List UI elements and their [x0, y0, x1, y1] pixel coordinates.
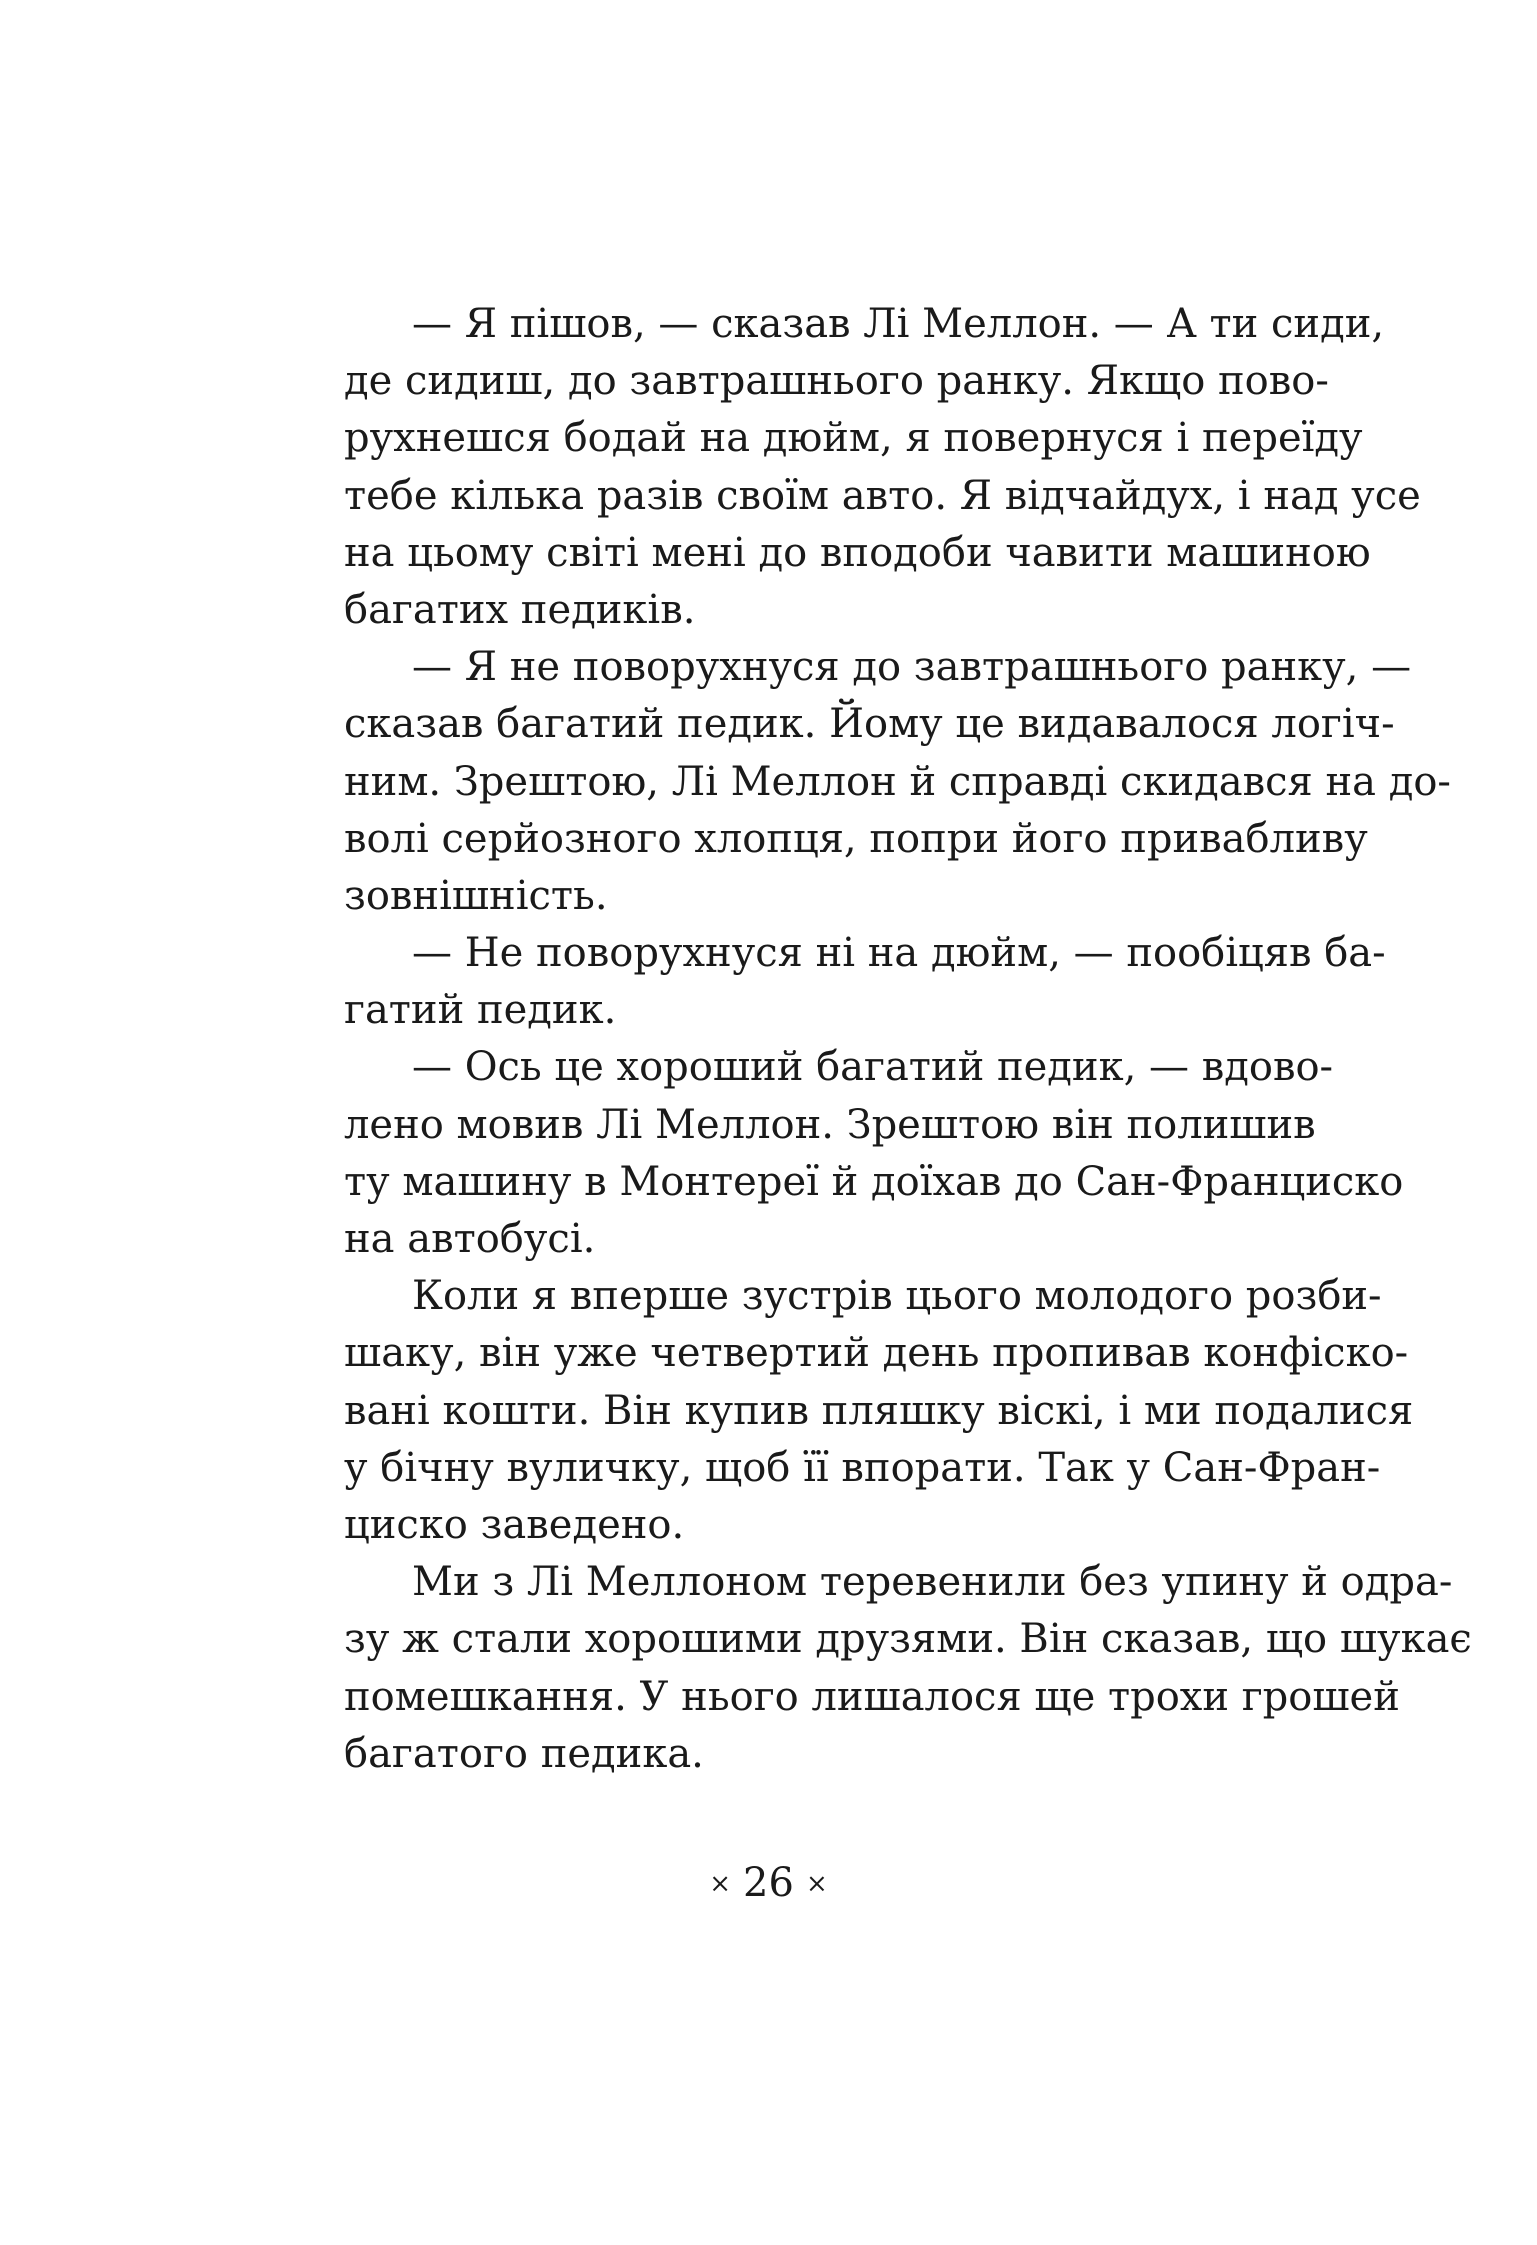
- text-line: рухнешся бодай на дюйм, я повернуся і переїду: [344, 415, 1363, 462]
- text-line: гатий педик.: [344, 987, 617, 1034]
- folio-ornament-left: ×: [709, 1869, 732, 1899]
- text-line: де сидиш, до завтрашнього ранку. Якщо пово-: [344, 358, 1329, 405]
- text-line: Коли я вперше зустрів цього молодого розби-: [412, 1273, 1382, 1320]
- text-line: ним. Зрештою, Лі Меллон й справді скидався на до-: [344, 758, 1451, 805]
- text-line: — Я не поворухнуся до завтрашнього ранку, —: [412, 644, 1412, 691]
- text-line: на автобусі.: [344, 1216, 596, 1262]
- text-line: багатого педика.: [344, 1730, 704, 1777]
- folio-ornament-right: ×: [805, 1869, 828, 1899]
- text-line: — Ось це хороший багатий педик, — вдово-: [412, 1044, 1334, 1091]
- text-line: багатих педиків.: [344, 586, 696, 633]
- text-line: тебе кілька разів своїм авто. Я відчайдух, і над усе: [344, 472, 1421, 519]
- text-line: Ми з Лі Меллоном теревенили без упину й одра-: [412, 1559, 1453, 1606]
- text-line: на цьому світі мені до вподоби чавити машиною: [344, 529, 1371, 576]
- text-line: вані кошти. Він купив пляшку віскі, і ми подалися: [344, 1387, 1414, 1434]
- body-text: [344, 296, 1472, 1783]
- text-line: лено мовив Лі Меллон. Зрештою він полишив: [344, 1101, 1316, 1148]
- text-line: зовнішність.: [344, 872, 608, 919]
- text-line: сказав багатий педик. Йому це видавалося логіч-: [344, 701, 1395, 748]
- text-line: циско заведено.: [344, 1501, 685, 1548]
- page-folio: [0, 1860, 1537, 1906]
- text-line: — Не поворухнуся ні на дюйм, — пообіцяв ба-: [412, 930, 1386, 977]
- text-line: у бічну вуличку, щоб її впорати. Так у Сан-Фран-: [344, 1444, 1381, 1491]
- page-number: 26: [743, 1860, 794, 1906]
- text-line: помешкання. У нього лишалося ще трохи грошей: [344, 1673, 1400, 1720]
- text-line: волі серйозного хлопця, попри його привабливу: [344, 815, 1368, 862]
- text-line: — Я пішов, — сказав Лі Меллон. — А ти сиди,: [412, 301, 1385, 347]
- text-line: зу ж стали хорошими друзями. Він сказав, що шукає: [344, 1616, 1472, 1663]
- text-line: шаку, він уже четвертий день пропивав конфіско-: [344, 1330, 1409, 1377]
- text-line: ту машину в Монтереї й доїхав до Сан-Франциско: [344, 1158, 1404, 1205]
